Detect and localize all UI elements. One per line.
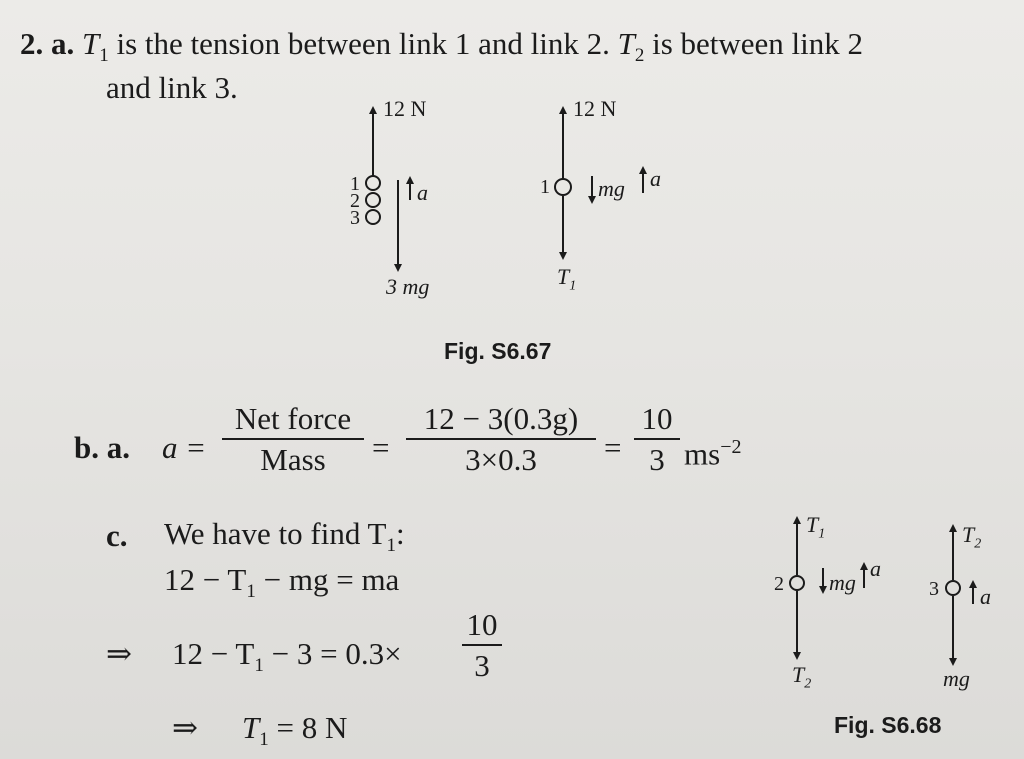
fig67-link-label-1: 1	[350, 173, 360, 195]
fraction-net-force-over-mass: Net force Mass	[222, 402, 364, 477]
fig67-right-link-label: 1	[540, 176, 550, 198]
fig68-caption: Fig. S6.68	[834, 712, 942, 738]
fraction-numeric: 12 − 3(0.3g) 3×0.3	[406, 402, 596, 477]
equals-sign-2: =	[604, 430, 622, 465]
fig67-link-label-3: 3	[350, 207, 360, 229]
fraction-ten-thirds: 10 3	[462, 608, 502, 683]
part-a-line1: 2. a. $T_1$ is the tension between link 1 and link 2. $T_2$ is between link 2	[20, 26, 864, 67]
fig68-right-link-label: 3	[929, 578, 939, 600]
part-a-line2: and link 3.	[106, 70, 238, 105]
implies-arrow-1: ⇒	[106, 636, 132, 671]
fig68-left-t1-label: $T_1$	[806, 512, 826, 542]
fraction-result: 10 3	[634, 402, 680, 477]
fig68-right-mg-label: mg	[943, 666, 970, 691]
part-b-label: b. a.	[74, 430, 130, 465]
fig68-left-t2-label: $T_2$	[792, 662, 812, 692]
fig68-right-t2-label: $T_2$	[962, 522, 982, 552]
fig67-right-force-label: 12 N	[573, 96, 617, 121]
fig67-caption: Fig. S6.67	[444, 338, 552, 364]
fig67-right-weight-label: mg	[598, 176, 625, 201]
part-c-equation: $12 - T_1$ − mg = ma	[164, 562, 400, 603]
link-3-circle-fig68	[946, 581, 960, 595]
implies-arrow-2: ⇒	[172, 710, 198, 745]
fig67-right-tension-label: $T_1$	[557, 264, 577, 294]
link-3-circle	[366, 210, 380, 224]
fig68-left-mg-label: mg	[829, 570, 856, 595]
problem-number: 2. a.	[20, 26, 75, 61]
fig68-right-accel-label: a	[980, 584, 991, 609]
part-c-line1: We have to find $T_1$:	[164, 516, 405, 557]
link-2-circle-fig68	[790, 576, 804, 590]
part-c-result: $T_1 = 8$ N	[242, 710, 348, 751]
part-c-substitution: $12 - T_1 - 3 = 0.3\times$	[172, 636, 402, 677]
fig67-right-accel-label: a	[650, 166, 661, 191]
part-b-lhs: a =	[162, 430, 207, 465]
equals-sign-1: =	[372, 430, 390, 465]
link-1-single-circle	[555, 179, 571, 195]
fig67-left-accel-label: a	[417, 180, 428, 205]
fig67-left-weight-label: 3 mg	[386, 274, 430, 299]
part-c-label: c.	[106, 518, 128, 553]
fig68-left-accel-label: a	[870, 556, 881, 581]
fig68-left-link-label: 2	[774, 573, 784, 595]
link-1-circle	[366, 176, 380, 190]
acceleration-unit: $ms^{-2}$	[684, 436, 742, 472]
fig67-link-label-2: 2	[350, 190, 360, 212]
link-2-circle	[366, 193, 380, 207]
fig67-left-force-label: 12 N	[383, 96, 427, 121]
